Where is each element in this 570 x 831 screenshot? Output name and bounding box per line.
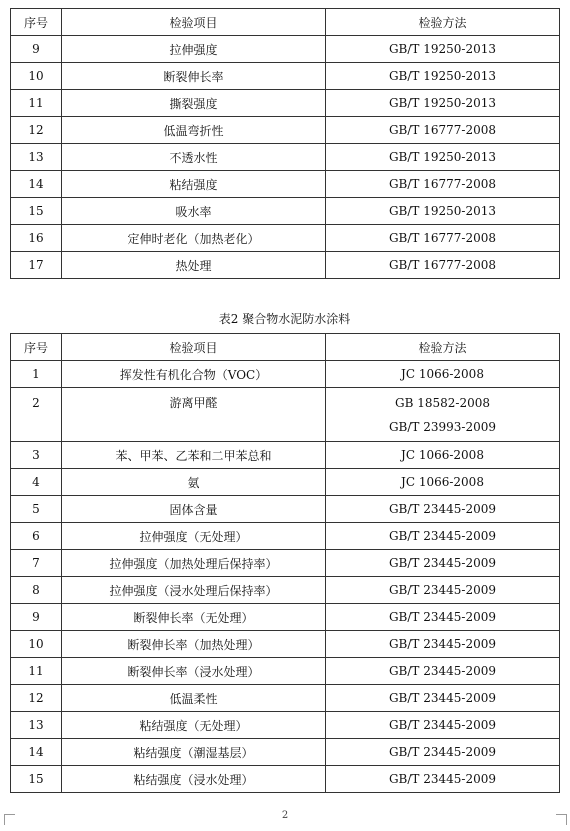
header-number: 序号 xyxy=(11,334,62,361)
table-row xyxy=(11,469,560,496)
table-row xyxy=(11,766,560,793)
row-test-item: 固体含量 xyxy=(62,496,326,523)
table-row xyxy=(11,198,560,225)
row-number: 14 xyxy=(11,171,62,198)
row-number: 6 xyxy=(11,523,62,550)
crop-mark-bottom-left xyxy=(4,814,15,825)
row-test-method: GB/T 23445-2009 xyxy=(326,577,560,604)
table-row xyxy=(11,225,560,252)
row-number: 13 xyxy=(11,712,62,739)
row-test-item: 粘结强度（无处理） xyxy=(62,712,326,739)
row-test-method: GB/T 23445-2009 xyxy=(326,685,560,712)
table-row xyxy=(11,577,560,604)
table-2-caption: 表2 聚合物水泥防水涂料 xyxy=(218,312,351,326)
row-test-item: 苯、甲苯、乙苯和二甲苯总和 xyxy=(62,442,326,469)
row-number: 11 xyxy=(11,658,62,685)
crop-mark-bottom-right xyxy=(556,814,567,825)
table-row xyxy=(11,550,560,577)
table-row xyxy=(11,442,560,469)
table-row xyxy=(11,388,560,442)
row-test-method: GB/T 23445-2009 xyxy=(326,604,560,631)
table-row xyxy=(11,117,560,144)
row-test-method: JC 1066-2008 xyxy=(326,361,560,388)
header-test-item: 检验项目 xyxy=(62,334,326,361)
row-test-item: 热处理 xyxy=(62,252,326,279)
row-test-method: GB/T 23445-2009 xyxy=(326,550,560,577)
table-row xyxy=(11,631,560,658)
row-test-item: 不透水性 xyxy=(62,144,326,171)
row-test-method: GB/T 19250-2013 xyxy=(326,63,560,90)
row-number: 11 xyxy=(11,90,62,117)
row-test-method: GB/T 19250-2013 xyxy=(326,90,560,117)
row-test-item: 拉伸强度（加热处理后保持率） xyxy=(62,550,326,577)
row-number: 12 xyxy=(11,685,62,712)
row-test-method: GB/T 23445-2009 xyxy=(326,631,560,658)
table-row xyxy=(11,171,560,198)
row-test-method: JC 1066-2008 xyxy=(326,442,560,469)
row-test-item: 氨 xyxy=(62,469,326,496)
row-test-item: 拉伸强度 xyxy=(62,36,326,63)
row-test-item xyxy=(62,388,326,442)
row-number: 1 xyxy=(11,361,62,388)
row-test-item: 断裂伸长率（无处理） xyxy=(62,604,326,631)
row-test-item: 低温柔性 xyxy=(62,685,326,712)
row-test-item: 拉伸强度（无处理） xyxy=(62,523,326,550)
row-number: 17 xyxy=(11,252,62,279)
row-number-text: 2 xyxy=(32,395,40,410)
row-test-item: 低温弯折性 xyxy=(62,117,326,144)
row-test-item: 粘结强度 xyxy=(62,171,326,198)
row-test-item: 吸水率 xyxy=(62,198,326,225)
table-row xyxy=(11,63,560,90)
page-number: 2 xyxy=(281,810,289,821)
test-methods-table-1 xyxy=(10,8,560,279)
row-number: 10 xyxy=(11,631,62,658)
table-row xyxy=(11,604,560,631)
row-test-method: GB/T 19250-2013 xyxy=(326,144,560,171)
row-test-method xyxy=(326,388,560,442)
row-test-item: 挥发性有机化合物（VOC） xyxy=(62,361,326,388)
table-row xyxy=(11,90,560,117)
table-row xyxy=(11,361,560,388)
table-row xyxy=(11,712,560,739)
row-test-method: GB/T 23445-2009 xyxy=(326,766,560,793)
row-number: 9 xyxy=(11,604,62,631)
row-test-item: 断裂伸长率（加热处理） xyxy=(62,631,326,658)
row-test-method: JC 1066-2008 xyxy=(326,469,560,496)
row-test-method: GB/T 19250-2013 xyxy=(326,198,560,225)
row-number: 15 xyxy=(11,198,62,225)
row-number: 9 xyxy=(11,36,62,63)
row-test-method: GB/T 23445-2009 xyxy=(326,496,560,523)
header-test-item: 检验项目 xyxy=(62,9,326,36)
header-number: 序号 xyxy=(11,9,62,36)
row-test-method: GB/T 16777-2008 xyxy=(326,252,560,279)
row-test-method: GB/T 23445-2009 xyxy=(326,739,560,766)
row-number: 16 xyxy=(11,225,62,252)
row-test-method-a: GB 18582-2008 xyxy=(395,395,490,410)
header-test-method: 检验方法 xyxy=(326,334,560,361)
table-header-row xyxy=(11,334,560,361)
row-test-method: GB/T 16777-2008 xyxy=(326,117,560,144)
row-test-method: GB/T 16777-2008 xyxy=(326,225,560,252)
table-row xyxy=(11,496,560,523)
row-test-item: 断裂伸长率 xyxy=(62,63,326,90)
row-test-item: 粘结强度（浸水处理） xyxy=(62,766,326,793)
row-number: 8 xyxy=(11,577,62,604)
row-number: 13 xyxy=(11,144,62,171)
row-number: 7 xyxy=(11,550,62,577)
header-test-method: 检验方法 xyxy=(326,9,560,36)
row-test-method: GB/T 23445-2009 xyxy=(326,658,560,685)
table-row xyxy=(11,658,560,685)
table-row xyxy=(11,685,560,712)
table-row xyxy=(11,523,560,550)
row-number xyxy=(11,388,62,442)
test-methods-table-2 xyxy=(10,333,560,793)
table-row xyxy=(11,144,560,171)
row-test-method: GB/T 23445-2009 xyxy=(326,712,560,739)
table-row xyxy=(11,36,560,63)
row-test-item: 定伸时老化（加热老化） xyxy=(62,225,326,252)
row-number: 14 xyxy=(11,739,62,766)
row-test-method: GB/T 19250-2013 xyxy=(326,36,560,63)
row-test-item: 撕裂强度 xyxy=(62,90,326,117)
table-row xyxy=(11,739,560,766)
row-test-method-b: GB/T 23993-2009 xyxy=(388,419,497,434)
table-header-row xyxy=(11,9,560,36)
row-number: 15 xyxy=(11,766,62,793)
row-number: 10 xyxy=(11,63,62,90)
row-test-item: 拉伸强度（浸水处理后保持率） xyxy=(62,577,326,604)
row-test-method: GB/T 23445-2009 xyxy=(326,523,560,550)
row-test-method: GB/T 16777-2008 xyxy=(326,171,560,198)
row-test-item: 粘结强度（潮湿基层） xyxy=(62,739,326,766)
row-number: 3 xyxy=(11,442,62,469)
row-number: 4 xyxy=(11,469,62,496)
row-test-item-text: 游离甲醛 xyxy=(169,396,218,410)
table-row xyxy=(11,252,560,279)
row-test-item: 断裂伸长率（浸水处理） xyxy=(62,658,326,685)
row-number: 5 xyxy=(11,496,62,523)
row-number: 12 xyxy=(11,117,62,144)
